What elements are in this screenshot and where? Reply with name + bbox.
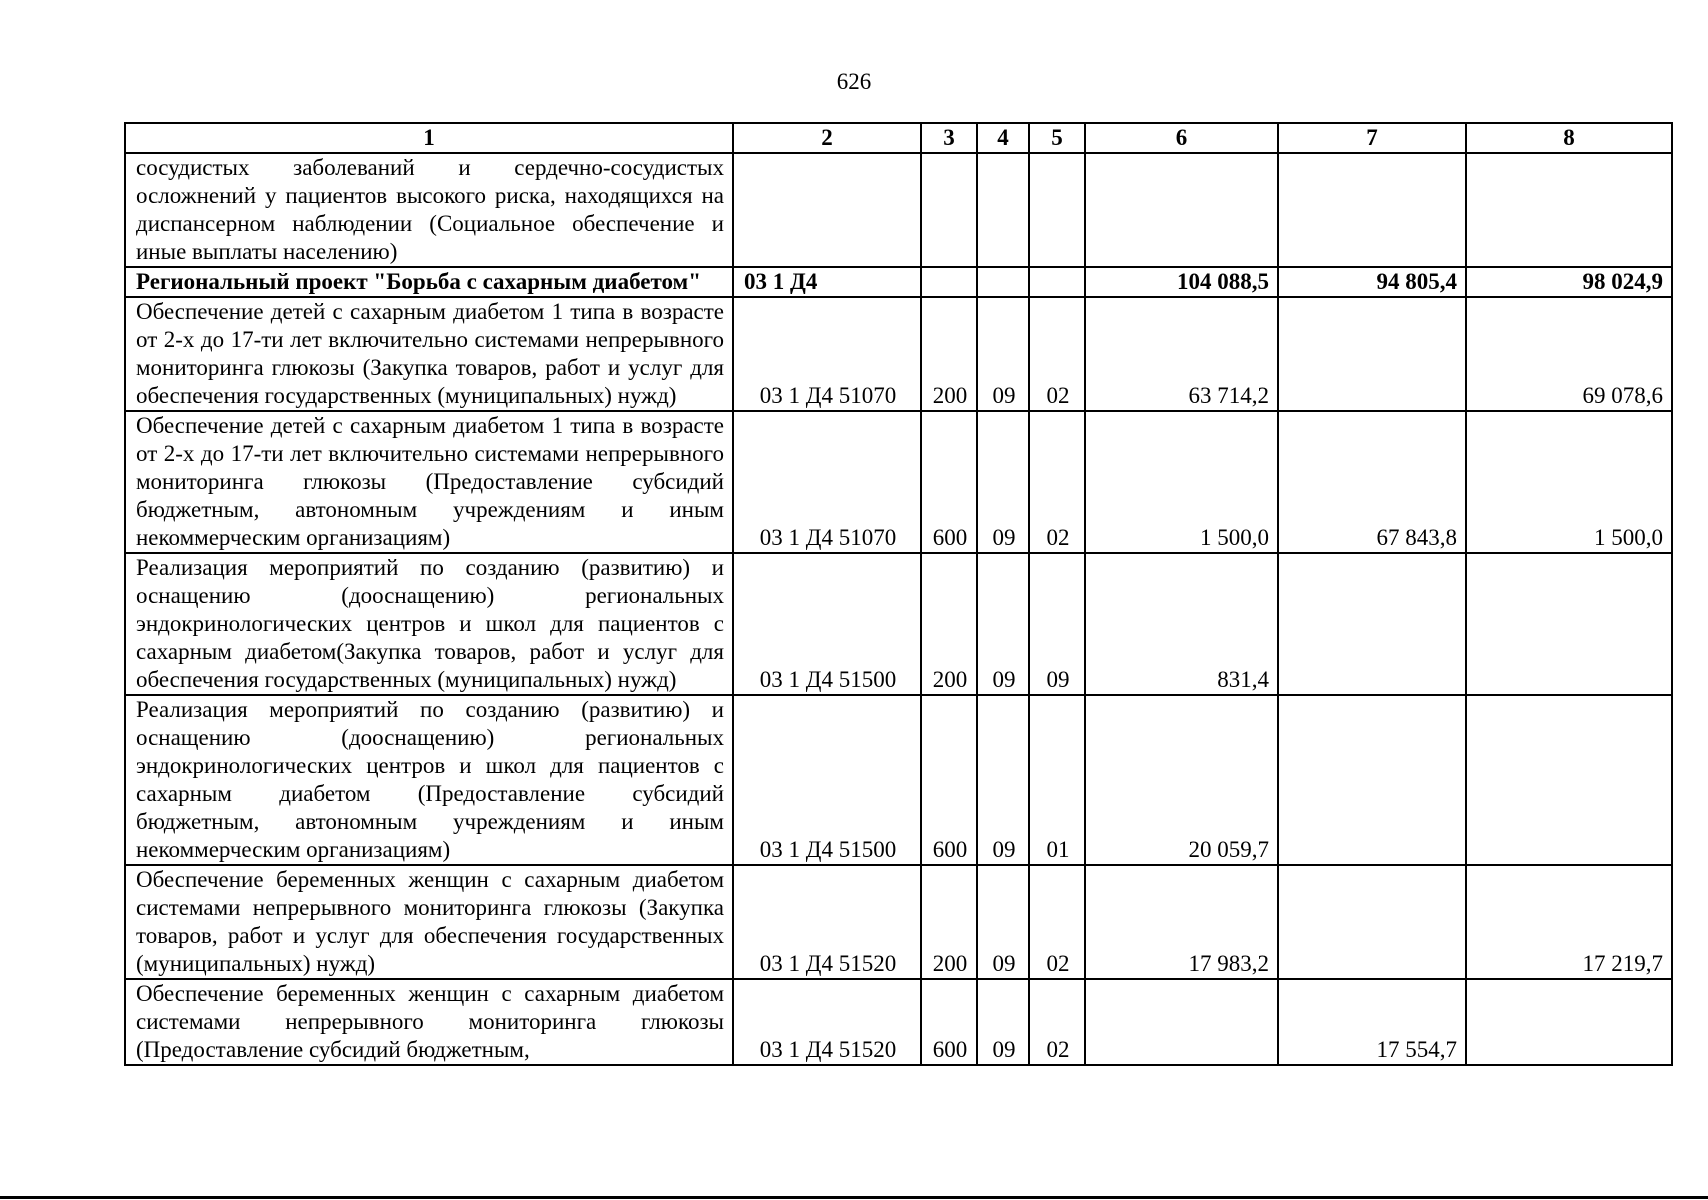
row-rz [977,267,1029,297]
row-col7: 67 843,8 [1278,411,1466,553]
table-row [125,267,1672,297]
table-row [125,553,1672,695]
row-description: Обеспечение детей с сахарным диабетом 1 типа в возрасте от 2-х до 17-ти лет включительно системами непрерывного мониторинга глюкозы (Закупка товаров, работ и услуг для обеспечения государственных (муниципальных) нужд) [125,297,733,411]
row-col8 [1466,979,1672,1065]
row-vr: 200 [921,553,977,695]
row-col6: 63 714,2 [1085,297,1278,411]
row-code: 03 1 Д4 51070 [733,411,921,553]
row-col6: 831,4 [1085,553,1278,695]
row-col7 [1278,695,1466,865]
row-pr: 02 [1029,297,1085,411]
header-col-1: 1 [125,123,733,153]
row-col8 [1466,695,1672,865]
row-description: Реализация мероприятий по созданию (развитию) и оснащению (дооснащению) региональных эндокринологических центров и школ для пациентов с сахарным диабетом(Закупка товаров, работ и услуг для обеспечения государственных (муниципальных) нужд) [125,553,733,695]
row-description: Обеспечение беременных женщин с сахарным диабетом системами непрерывного мониторинга глюкозы (Закупка товаров, работ и услуг для обеспечения государственных (муниципальных) нужд) [125,865,733,979]
row-rz: 09 [977,695,1029,865]
row-col6: 20 059,7 [1085,695,1278,865]
budget-table [124,122,1673,1066]
row-col8 [1466,153,1672,267]
row-vr: 200 [921,865,977,979]
row-code: 03 1 Д4 51500 [733,695,921,865]
header-row [125,123,1672,153]
row-vr: 200 [921,297,977,411]
row-code: 03 1 Д4 51500 [733,553,921,695]
row-vr [921,153,977,267]
row-vr [921,267,977,297]
row-rz [977,153,1029,267]
row-pr [1029,267,1085,297]
row-code: 03 1 Д4 [733,267,921,297]
page-number: 626 [836,69,872,94]
row-code: 03 1 Д4 51520 [733,979,921,1065]
row-vr: 600 [921,411,977,553]
header-col-7: 7 [1278,123,1466,153]
row-col7: 94 805,4 [1278,267,1466,297]
row-vr: 600 [921,695,977,865]
row-pr: 01 [1029,695,1085,865]
row-col7 [1278,297,1466,411]
row-rz: 09 [977,979,1029,1065]
row-rz: 09 [977,297,1029,411]
header-col-6: 6 [1085,123,1278,153]
table-row [125,297,1672,411]
row-col6 [1085,979,1278,1065]
row-description: Обеспечение детей с сахарным диабетом 1 типа в возрасте от 2-х до 17-ти лет включительно системами непрерывного мониторинга глюкозы (Предоставление субсидий бюджетным, автономным учреждениям и иным некоммерческим организациям) [125,411,733,553]
row-pr [1029,153,1085,267]
row-description: Реализация мероприятий по созданию (развитию) и оснащению (дооснащению) региональных эндокринологических центров и школ для пациентов с сахарным диабетом (Предоставление субсидий бюджетным, автономным учреждениям и иным некоммерческим организациям) [125,695,733,865]
row-col7 [1278,865,1466,979]
row-col8: 1 500,0 [1466,411,1672,553]
row-col7 [1278,553,1466,695]
table-row [125,153,1672,267]
row-col8: 69 078,6 [1466,297,1672,411]
row-rz: 09 [977,411,1029,553]
table-row [125,411,1672,553]
row-pr: 02 [1029,979,1085,1065]
row-col8 [1466,553,1672,695]
table-row [125,979,1672,1065]
row-description: сосудистых заболеваний и сердечно-сосудистых осложнений у пациентов высокого риска, находящихся на диспансерном наблюдении (Социальное обеспечение и иные выплаты населению) [125,153,733,267]
table-row [125,695,1672,865]
row-pr: 09 [1029,553,1085,695]
row-col7 [1278,153,1466,267]
row-code: 03 1 Д4 51520 [733,865,921,979]
row-rz: 09 [977,865,1029,979]
row-col6: 1 500,0 [1085,411,1278,553]
row-col8: 17 219,7 [1466,865,1672,979]
header-col-3: 3 [921,123,977,153]
row-rz: 09 [977,553,1029,695]
header-col-8: 8 [1466,123,1672,153]
row-col6 [1085,153,1278,267]
row-pr: 02 [1029,411,1085,553]
row-col6: 17 983,2 [1085,865,1278,979]
row-pr: 02 [1029,865,1085,979]
row-col7: 17 554,7 [1278,979,1466,1065]
header-col-4: 4 [977,123,1029,153]
header-col-5: 5 [1029,123,1085,153]
row-code: 03 1 Д4 51070 [733,297,921,411]
row-description: Региональный проект "Борьба с сахарным диабетом" [125,267,733,297]
row-col8: 98 024,9 [1466,267,1672,297]
row-description: Обеспечение беременных женщин с сахарным диабетом системами непрерывного мониторинга глюкозы (Предоставление субсидий бюджетным, [125,979,733,1065]
table-row [125,865,1672,979]
header-col-2: 2 [733,123,921,153]
row-col6: 104 088,5 [1085,267,1278,297]
row-vr: 600 [921,979,977,1065]
scan-edge-line [0,1196,1708,1199]
row-code [733,153,921,267]
